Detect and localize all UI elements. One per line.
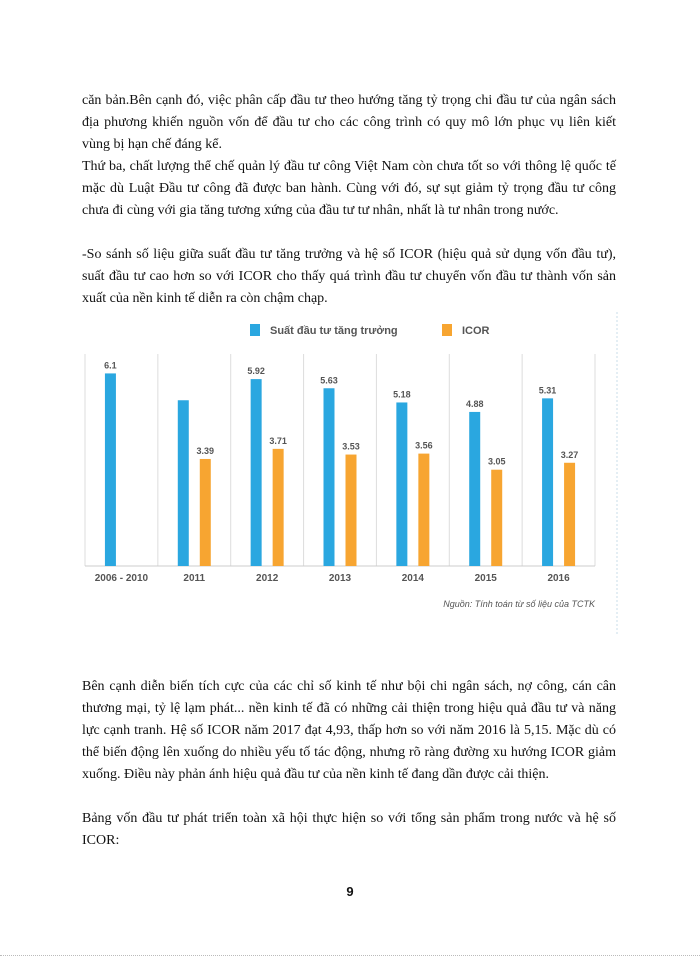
x-tick-label: 2011	[183, 573, 206, 584]
data-label: 3.05	[487, 456, 506, 467]
x-tick-label: 2012	[256, 573, 279, 584]
page-number: 9	[346, 884, 354, 899]
bar-icor	[491, 470, 502, 566]
paragraph-2: Thứ ba, chất lượng thể chế quản lý đầu tư công Việt Nam còn chưa tốt so với thông lệ quốc tế mặc dù Luật Đầu tư công đã được ban hành. Cùng với đó, sự sụt giảm tỷ trọng đầu tư công chưa đi cùng với gia tăng tương xứng của đầu tư tư nhân, nhất là tư nhân trong nước.	[82, 159, 616, 218]
x-tick-label: 2016	[547, 573, 570, 584]
data-label: 6.1	[104, 360, 117, 371]
data-label: 3.71	[269, 435, 287, 446]
data-label: 3.53	[342, 441, 360, 452]
data-label: 5.18	[393, 389, 411, 400]
bar-suat-dau-tu	[178, 400, 189, 566]
bar-icor	[273, 449, 284, 566]
paragraph-4: Bên cạnh diễn biến tích cực của các chỉ số kinh tế như bội chi ngân sách, nợ công, cán cân thương mại, tỷ lệ lạm phát... nền kinh tế đã có những cải thiện trong hiệu quả đầu tư và năng lực cạnh tranh. Hệ số ICOR năm 2017 đạt 4,93, thấp hơn so với năm 2016 là 5,15. Mặc dù có thể biến động lên xuống do nhiều yếu tố tác động, nhưng rõ ràng đường xu hướng ICOR giảm xuống. Điều này phản ánh hiệu quả đầu tư của nền kinh tế đang dần được cải thiện.	[82, 679, 616, 782]
bar-suat-dau-tu	[105, 373, 116, 566]
paragraph-5: Bảng vốn đầu tư phát triển toàn xã hội thực hiện so với tổng sản phẩm trong nước và hệ số ICOR:	[82, 811, 616, 848]
bar-icor	[200, 459, 211, 566]
bar-suat-dau-tu	[251, 379, 262, 566]
paragraph-1: căn bản.Bên cạnh đó, việc phân cấp đầu tư theo hướng tăng tỷ trọng chi đầu tư của ngân sách địa phương khiến nguồn vốn để đầu tư cho các công trình có quy mô lớn phục vụ liên kiết vùng bị hạn chế đáng kể.	[82, 93, 616, 152]
investment-icor-chart	[80, 310, 625, 640]
bar-icor	[418, 454, 429, 566]
legend-label-1: Suất đầu tư tăng trưởng	[270, 325, 398, 337]
bar-suat-dau-tu	[469, 412, 480, 566]
bar-icor	[564, 463, 575, 566]
legend-swatch-2	[442, 324, 452, 336]
bar-suat-dau-tu	[542, 398, 553, 566]
x-tick-label: 2014	[401, 573, 424, 584]
data-label: 5.31	[538, 385, 557, 396]
bar-suat-dau-tu	[396, 402, 407, 566]
chart-source-note: Nguồn: Tính toán từ số liệu của TCTK	[443, 599, 595, 609]
bar-suat-dau-tu	[324, 388, 335, 566]
data-label: 4.88	[465, 398, 484, 409]
bar-icor	[346, 455, 357, 566]
data-label: 3.39	[196, 445, 215, 456]
legend-label-2: ICOR	[462, 325, 490, 337]
x-tick-label: 2013	[328, 573, 352, 584]
data-label: 5.63	[320, 375, 338, 386]
legend-swatch-1	[250, 324, 260, 336]
data-label: 3.27	[560, 449, 579, 460]
data-label: 5.92	[247, 366, 265, 377]
paragraph-3: -So sánh số liệu giữa suất đầu tư tăng trưởng và hệ số ICOR (hiệu quả sử dụng vốn đầu tư), suất đầu tư cao hơn so với ICOR cho thấy quá trình đầu tư chuyển vốn đầu tư thành vốn sản xuất của nền kinh tế diễn ra còn chậm chạp.	[82, 247, 616, 306]
x-tick-label: 2006 - 2010	[94, 573, 149, 584]
x-tick-label: 2015	[474, 573, 497, 584]
data-label: 3.56	[415, 440, 433, 451]
page-bottom-divider	[0, 955, 700, 956]
